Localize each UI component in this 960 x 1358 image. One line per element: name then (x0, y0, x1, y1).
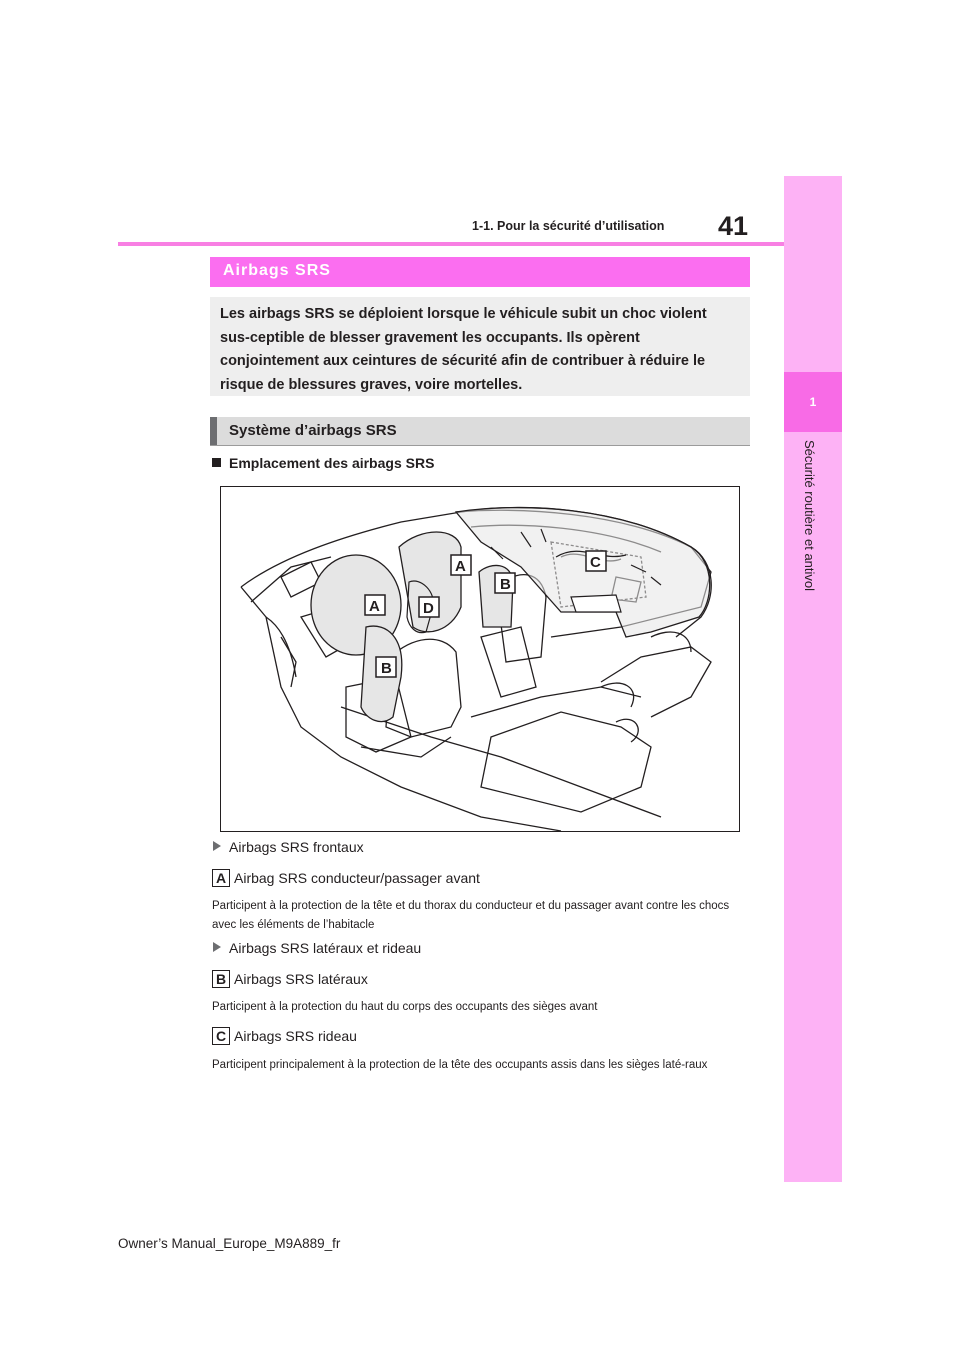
figure-label-a-lower: A (369, 598, 380, 615)
list-item-text: Airbag SRS conducteur/passager avant (234, 870, 480, 886)
location-heading (212, 455, 434, 471)
triangle-bullet-icon (213, 841, 221, 851)
list-group-text: Airbags SRS frontaux (229, 839, 364, 855)
list-group-side-curtain (213, 940, 421, 956)
car-interior-illustration (221, 487, 739, 831)
page-number: 41 (718, 211, 749, 241)
figure-label-b-driver: B (381, 660, 392, 677)
chapter-title-text: Sécurité routière et antivol (802, 440, 817, 592)
airbag-location-figure (220, 486, 740, 832)
section-heading: 1-1. Pour la sécurité d’utilisation (472, 219, 665, 233)
side-tab-strip (784, 176, 842, 1182)
figure-label-d: D (423, 600, 434, 617)
figure-label-c: C (590, 554, 601, 571)
list-item-c (212, 1027, 357, 1045)
footer-manual-id: Owner’s Manual_Europe_M9A889_fr (118, 1236, 341, 1251)
label-box-c: C (212, 1027, 230, 1045)
page-title: Airbags SRS (210, 257, 750, 287)
triangle-bullet-icon (213, 942, 221, 952)
list-description: Participent à la protection de la tête et du thorax du conducteur et du passager avant contre les chocs avec les éléments de l’habitacle (212, 900, 730, 931)
list-item-text: Airbags SRS rideau (234, 1028, 357, 1044)
figure-label-a-upper: A (455, 558, 466, 575)
chapter-title-vertical (800, 440, 820, 620)
location-heading-text: Emplacement des airbags SRS (229, 455, 435, 471)
list-item-b (212, 970, 368, 988)
square-bullet-icon (212, 458, 221, 467)
list-description: Participent à la protection du haut du corps des occupants des sièges avant (212, 1001, 598, 1013)
intro-box: Les airbags SRS se déploient lorsque le véhicule subit un choc violent sus-ceptible de blesser gravement les occupants. Ils opèrent conjointement aux ceintures de sécurité afin de contribuer à réduire le risque de blessures graves, voire mortelles. (210, 297, 750, 396)
figure-label-b-passenger: B (500, 576, 511, 593)
chapter-number-tab[interactable]: 1 (784, 372, 842, 432)
list-group-frontal (213, 839, 364, 855)
list-group-text: Airbags SRS latéraux et rideau (229, 940, 422, 956)
header-rule (118, 242, 784, 246)
list-description: Participent principalement à la protection de la tête des occupants assis dans les sièges laté-raux (212, 1059, 708, 1071)
subsection-title: Système d’airbags SRS (210, 417, 750, 445)
label-box-b: B (212, 970, 230, 988)
list-item-a (212, 869, 480, 887)
label-box-a: A (212, 869, 230, 887)
subsection-rule (210, 445, 750, 446)
list-item-text: Airbags SRS latéraux (234, 971, 368, 987)
